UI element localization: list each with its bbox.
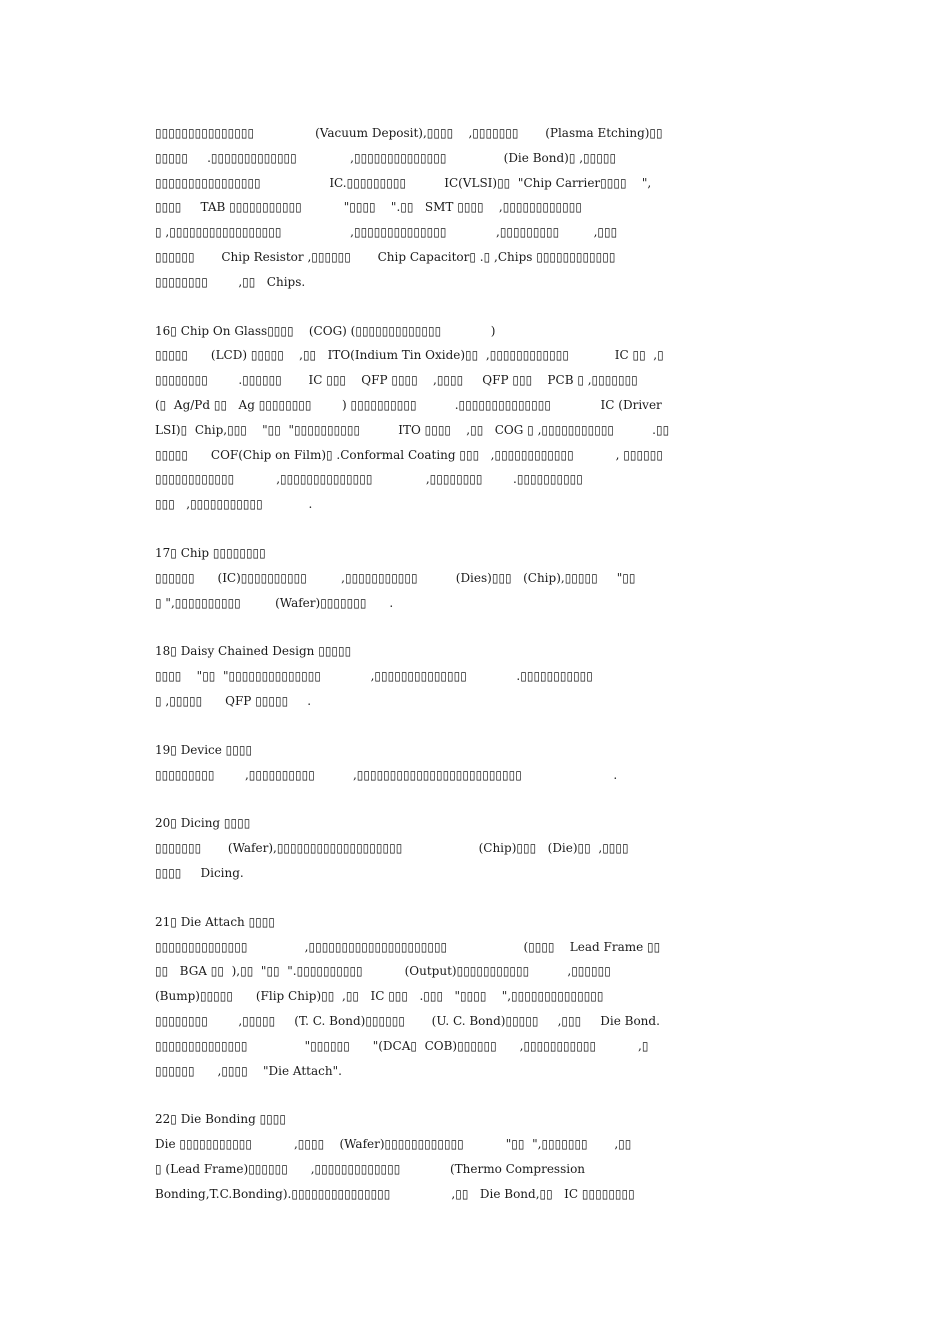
paragraph: [155, 121, 815, 295]
paragraph-heading-line: 18▯ Daisy Chained Design ▯▯▯▯▯: [155, 644, 352, 659]
text-line: ▯▯▯▯▯▯▯▯▯▯▯▯▯▯▯ (Vacuum Deposit),▯▯▯▯ ,▯▯▯▯▯▯▯ (Plasma Etching)▯▯: [155, 126, 663, 140]
paragraph-heading-line: 21▯ Die Attach ▯▯▯▯: [155, 914, 275, 929]
paragraph-heading-line: 17▯ Chip ▯▯▯▯▯▯▯▯: [155, 545, 266, 560]
paragraph-heading-line: 20▯ Dicing ▯▯▯▯: [155, 816, 251, 831]
text-line: ▯ (Lead Frame)▯▯▯▯▯▯ ,▯▯▯▯▯▯▯▯▯▯▯▯▯ (Thermo Compression: [155, 1161, 586, 1176]
text-line: ▯ ,▯▯▯▯▯▯▯▯▯▯▯▯▯▯▯▯▯ ,▯▯▯▯▯▯▯▯▯▯▯▯▯▯ ,▯▯▯▯▯▯▯▯▯ ,▯▯▯: [155, 225, 618, 240]
text-line: (▯ Ag/Pd ▯▯ Ag ▯▯▯▯▯▯▯▯ ) ▯▯▯▯▯▯▯▯▯▯ .▯▯▯▯▯▯▯▯▯▯▯▯▯▯ IC (Driver: [155, 397, 662, 412]
text-line: ▯▯▯▯ Dicing.: [155, 865, 244, 880]
text-line: Bonding,T.C.Bonding).▯▯▯▯▯▯▯▯▯▯▯▯▯▯▯ ,▯▯ Die Bond,▯▯ IC ▯▯▯▯▯▯▯▯: [155, 1186, 635, 1201]
text-line: ▯▯▯▯▯▯▯▯▯ ,▯▯▯▯▯▯▯▯▯▯ ,▯▯▯▯▯▯▯▯▯▯▯▯▯▯▯▯▯▯▯▯▯▯▯▯▯ .: [155, 767, 618, 782]
text-line: ▯▯▯▯▯▯▯▯▯▯▯▯▯▯▯▯ IC.▯▯▯▯▯▯▯▯▯ IC(VLSI)▯▯ "Chip Carrier▯▯▯▯ ",: [155, 175, 652, 190]
text-line: ▯▯▯▯▯▯▯▯▯▯▯▯▯▯ "▯▯▯▯▯▯ "(DCA▯ COB)▯▯▯▯▯▯ ,▯▯▯▯▯▯▯▯▯▯▯ ,▯: [155, 1038, 649, 1053]
text-line: ▯▯ BGA ▯▯ ),▯▯ "▯▯ ".▯▯▯▯▯▯▯▯▯▯ (Output)▯▯▯▯▯▯▯▯▯▯▯ ,▯▯▯▯▯▯: [155, 964, 611, 979]
text-line: ▯ ,▯▯▯▯▯ QFP ▯▯▯▯▯ .: [155, 693, 312, 708]
paragraph-heading-line: 22▯ Die Bonding ▯▯▯▯: [155, 1112, 286, 1127]
text-line: ▯▯▯▯▯▯ (IC)▯▯▯▯▯▯▯▯▯▯ ,▯▯▯▯▯▯▯▯▯▯▯ (Dies)▯▯▯ (Chip),▯▯▯▯▯ "▯▯: [155, 570, 636, 585]
document-body: [155, 121, 815, 1230]
paragraph: [155, 639, 815, 713]
paragraph: [155, 811, 815, 885]
text-line: ▯▯▯▯▯▯▯▯▯▯▯▯ ,▯▯▯▯▯▯▯▯▯▯▯▯▯▯ ,▯▯▯▯▯▯▯▯ .▯▯▯▯▯▯▯▯▯▯: [155, 472, 583, 487]
paragraph-heading-line: 16▯ Chip On Glass▯▯▯▯ (COG) (▯▯▯▯▯▯▯▯▯▯▯▯▯ ): [155, 323, 496, 338]
text-line: ▯▯▯▯ "▯▯ "▯▯▯▯▯▯▯▯▯▯▯▯▯▯ ,▯▯▯▯▯▯▯▯▯▯▯▯▯▯ .▯▯▯▯▯▯▯▯▯▯▯: [155, 669, 593, 684]
text-line: ▯▯▯▯▯▯▯▯ ,▯▯▯▯▯ (T. C. Bond)▯▯▯▯▯▯ (U. C. Bond)▯▯▯▯▯ ,▯▯▯ Die Bond.: [155, 1013, 660, 1028]
paragraph-heading-line: 19▯ Device ▯▯▯▯: [155, 742, 253, 757]
paragraph: [155, 738, 815, 788]
text-line: ▯▯▯▯▯ .▯▯▯▯▯▯▯▯▯▯▯▯▯ ,▯▯▯▯▯▯▯▯▯▯▯▯▯▯ (Die Bond)▯ ,▯▯▯▯▯: [155, 150, 617, 165]
paragraph: [155, 1107, 815, 1206]
text-line: ▯▯▯▯▯▯ Chip Resistor ,▯▯▯▯▯▯ Chip Capacitor▯ .▯ ,Chips ▯▯▯▯▯▯▯▯▯▯▯▯: [155, 249, 616, 264]
text-line: LSI)▯ Chip,▯▯▯ "▯▯ "▯▯▯▯▯▯▯▯▯▯ ITO ▯▯▯▯ ,▯▯ COG ▯ ,▯▯▯▯▯▯▯▯▯▯▯ .▯▯: [155, 422, 670, 437]
text-line: ▯▯▯▯ TAB ▯▯▯▯▯▯▯▯▯▯▯ "▯▯▯▯ ".▯▯ SMT ▯▯▯▯ ,▯▯▯▯▯▯▯▯▯▯▯▯: [155, 200, 582, 215]
text-line: ▯▯▯▯▯▯ ,▯▯▯▯ "Die Attach".: [155, 1063, 342, 1078]
text-line: ▯▯▯▯▯▯▯▯▯▯▯▯▯▯ ,▯▯▯▯▯▯▯▯▯▯▯▯▯▯▯▯▯▯▯▯▯ (▯▯▯▯ Lead Frame ▯▯: [155, 939, 661, 954]
text-line: Die ▯▯▯▯▯▯▯▯▯▯▯ ,▯▯▯▯ (Wafer)▯▯▯▯▯▯▯▯▯▯▯▯ "▯▯ ",▯▯▯▯▯▯▯ ,▯▯: [155, 1137, 632, 1152]
text-line: ▯▯▯ ,▯▯▯▯▯▯▯▯▯▯▯ .: [155, 497, 313, 512]
text-line: ▯▯▯▯▯▯▯▯ .▯▯▯▯▯▯ IC ▯▯▯ QFP ▯▯▯▯ ,▯▯▯▯ QFP ▯▯▯ PCB ▯ ,▯▯▯▯▯▯▯: [155, 373, 638, 388]
text-line: ▯ ",▯▯▯▯▯▯▯▯▯▯ (Wafer)▯▯▯▯▯▯▯ .: [155, 595, 394, 610]
text-line: ▯▯▯▯▯▯▯ (Wafer),▯▯▯▯▯▯▯▯▯▯▯▯▯▯▯▯▯▯▯ (Chip)▯▯▯ (Die)▯▯ ,▯▯▯▯: [155, 841, 629, 856]
paragraph: [155, 541, 815, 615]
text-line: ▯▯▯▯▯▯▯▯ ,▯▯ Chips.: [155, 274, 306, 289]
paragraph: [155, 319, 815, 517]
text-line: ▯▯▯▯▯ (LCD) ▯▯▯▯▯ ,▯▯ ITO(Indium Tin Oxide)▯▯ ,▯▯▯▯▯▯▯▯▯▯▯▯ IC ▯▯ ,▯: [155, 348, 664, 363]
text-line: (Bump)▯▯▯▯▯ (Flip Chip)▯▯ ,▯▯ IC ▯▯▯ .▯▯▯ "▯▯▯▯ ",▯▯▯▯▯▯▯▯▯▯▯▯▯▯: [155, 989, 604, 1004]
text-line: ▯▯▯▯▯ COF(Chip on Film)▯ .Conformal Coating ▯▯▯ ,▯▯▯▯▯▯▯▯▯▯▯▯ , ▯▯▯▯▯▯: [155, 447, 663, 462]
paragraph: [155, 910, 815, 1084]
